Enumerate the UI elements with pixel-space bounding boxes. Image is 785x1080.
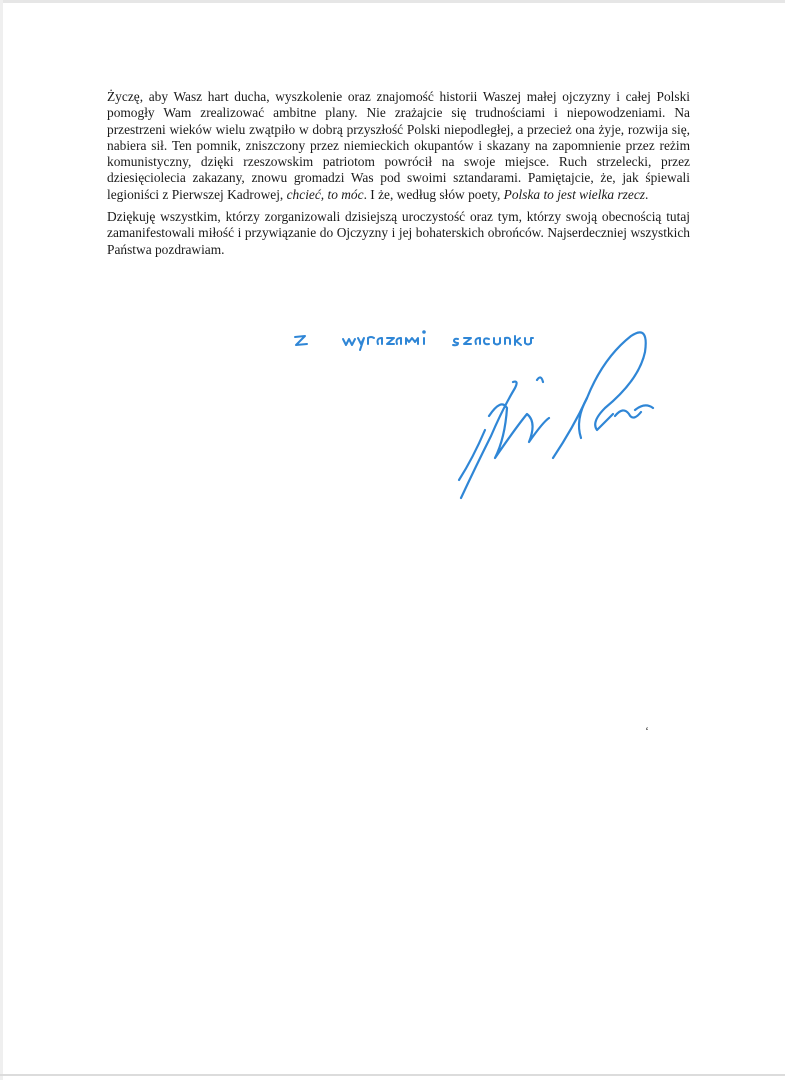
- paragraph-thanks: Dziękuję wszystkim, którzy zorganizowali dzisiejszą uroczystość oraz tym, którzy swoją obecnością tutaj zamanifestowali miłość i przywiązanie do Ojczyzny i jej bohaterskich obrońców. Najserdeczniej wszystkich Państwa pozdrawiam.: [107, 209, 690, 257]
- scan-edge-left: [0, 0, 3, 1080]
- signature: [455, 318, 655, 508]
- paragraph-wishes: [107, 89, 690, 203]
- stray-mark: ‘: [645, 724, 649, 738]
- scan-edge-top: [0, 0, 785, 3]
- scan-edge-bottom: [0, 1074, 785, 1076]
- paragraph-wishes-text-2: . I że, według słów poety,: [363, 186, 504, 202]
- letter-body: [107, 89, 690, 258]
- poet-quote: Polska to jest wielka rzecz: [503, 186, 645, 202]
- paragraph-wishes-text: Życzę, aby Wasz hart ducha, wyszkolenie oraz znajomość historii Waszej małej ojczyzny i całej Polski pomogły Wam zrealizować ambitne plany. Nie zrażajcie się trudnościami i niepowodzeniami. Na przestrzeni wieków wielu zwątpiło w dobrą przyszłość Polski niepodległej, a przecież ona żyje, rozwija się, nabiera sił. Ten pomnik, zniszczony przez niemieckich okupantów i skazany na zapomnienie przez reżim komunistyczny, dzięki rzeszowskim patriotom powrócił na swoje miejsce. Ruch strzelecki, przez dziesięciolecia zakazany, znowu gromadzi Was pod swoimi sztandarami. Pamiętajcie, że, jak śpiewali legioniści z Pierwszej Kadrowej,: [107, 89, 690, 202]
- paragraph-wishes-text-3: .: [644, 186, 649, 202]
- legion-quote: chcieć, to móc: [286, 186, 364, 202]
